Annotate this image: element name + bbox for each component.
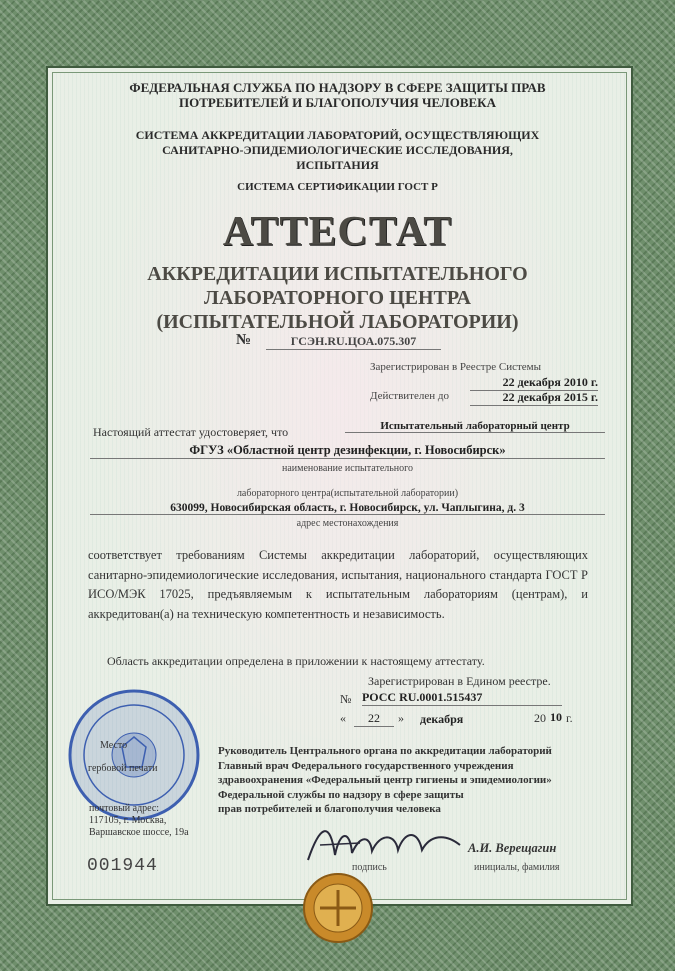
signatory-name: А.И. Верещагин (468, 841, 557, 855)
scope-text: Область аккредитации определена в приложении к настоящему аттестату. (107, 654, 485, 668)
year-suffix: 10 (550, 710, 562, 724)
unified-registry-number: РОСС RU.0001.515437 (362, 690, 562, 706)
registry-month: декабря (420, 712, 464, 726)
postal-code: 117105, г. Москва, (89, 815, 167, 826)
signatory-line-2: Главный врач Федерального государственного учреждения (218, 759, 514, 772)
document-title: АТТЕСТАТ (222, 209, 453, 255)
certification-system: СИСТЕМА СЕРТИФИКАЦИИ ГОСТ Р (237, 181, 438, 193)
document-subtitle: АККРЕДИТАЦИИ ИСПЫТАТЕЛЬНОГО ЛАБОРАТОРНОГО ЦЕНТРА (ИСПЫТАТЕЛЬНОЙ ЛАБОРАТОРИИ) (147, 263, 528, 333)
serial-number: 001944 (87, 856, 158, 876)
signature-caption: подпись (352, 862, 387, 873)
postal-label: почтовый адрес: (89, 803, 160, 814)
signatory-line-5: прав потребителей и благополучия человека (218, 803, 441, 815)
lab-name: ФГУЗ «Областной центр дезинфекции, г. Новосибирск» (90, 443, 605, 459)
hologram-seal (302, 872, 374, 944)
valid-date: 22 декабря 2015 г. (470, 390, 598, 406)
address-caption: адрес местонахождения (296, 518, 399, 529)
registered-date: 22 декабря 2010 г. (470, 375, 598, 391)
system-heading: СИСТЕМА АККРЕДИТАЦИИ ЛАБОРАТОРИЙ, ОСУЩЕСТВЛЯЮЩИХ САНИТАРНО-ЭПИДЕМИОЛОГИЧЕСКИЕ ИССЛЕДОВАНИЯ, ИСПЫТАНИЯ (135, 128, 540, 172)
signatory-line-1: Руководитель Центрального органа по аккредитации лабораторий (218, 745, 552, 757)
lab-type: Испытательный лабораторный центр (345, 420, 605, 433)
registry-day: 22 (354, 711, 394, 727)
signatory-block (218, 744, 598, 817)
stamp-place-1: Место (100, 740, 128, 751)
stamp-place-2: гербовой печати (88, 763, 158, 774)
quote-open: « (340, 711, 346, 725)
compliance-text: соответствует требованиям Системы аккредитации лабораторий, осуществляющих санитарно-эпидемиологические исследования, испытания, национального стандарта ГОСТ Р ИСО/МЭК 17025, предъявляемым к испытательным лабораториям (центрам), и аккредитован(а) на техническую компетентность и независимость. (88, 548, 588, 621)
certificate-number: ГСЭН.RU.ЦОА.075.307 (266, 334, 441, 350)
signatory-line-4: Федеральной службы по надзору в сфере защиты (218, 788, 464, 801)
year-end: г. (566, 711, 573, 725)
valid-label: Действителен до (370, 390, 449, 402)
unified-num-label: № (340, 692, 352, 706)
lab-center-caption: лабораторного центра(испытательной лаборатории) (236, 488, 459, 499)
year-prefix: 20 (534, 711, 546, 725)
certifies-intro: Настоящий аттестат удостоверяет, что (93, 425, 289, 439)
lab-name-caption: наименование испытательного (281, 463, 414, 474)
name-caption: инициалы, фамилия (474, 862, 560, 873)
registered-label: Зарегистрирован в Реестре Системы (370, 361, 542, 373)
signatory-line-3: здравоохранения «Федеральный центр гигиены и эпидемиологии» (218, 774, 552, 786)
lab-address: 630099, Новосибирская область, г. Новосибирск, ул. Чаплыгина, д. 3 (90, 502, 605, 515)
quote-close: » (398, 711, 404, 725)
unified-registry-label: Зарегистрирован в Едином реестре. (368, 674, 551, 688)
number-label: № (236, 332, 252, 348)
postal-street: Варшавское шоссе, 19а (89, 827, 189, 838)
agency-heading: ФЕДЕРАЛЬНАЯ СЛУЖБА ПО НАДЗОРУ В СФЕРЕ ЗАЩИТЫ ПРАВ ПОТРЕБИТЕЛЕЙ И БЛАГОПОЛУЧИЯ ЧЕЛОВЕКА (129, 80, 546, 110)
